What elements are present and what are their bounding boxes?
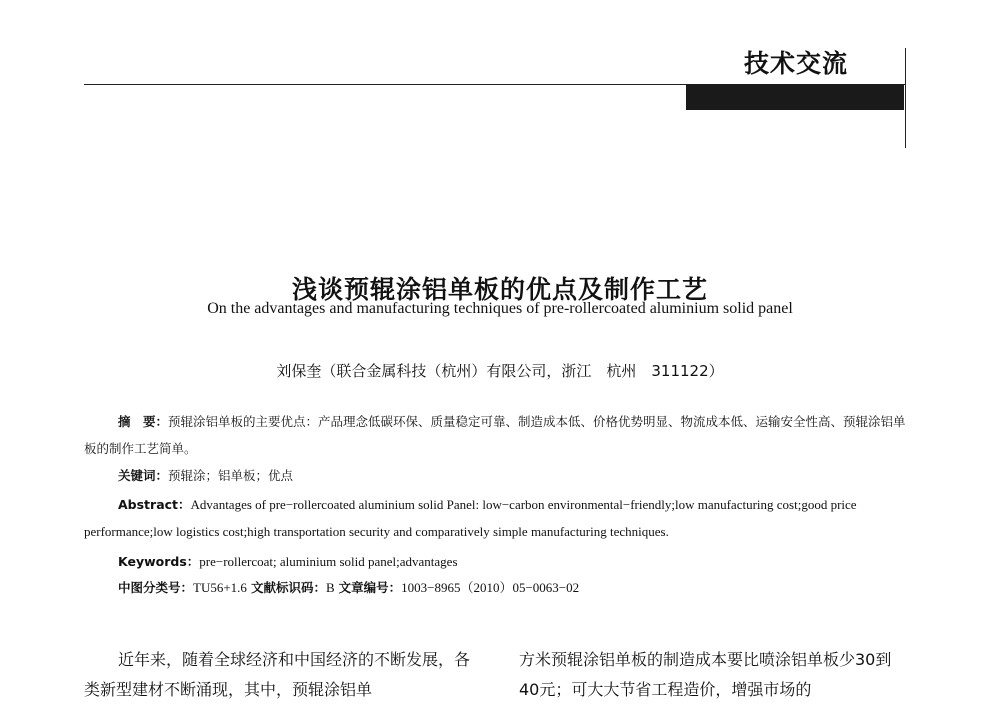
- abstract-cn-label: 摘 要：: [118, 414, 169, 429]
- keywords-english: [84, 548, 910, 575]
- doc-code-value: B: [325, 580, 335, 595]
- body-right-column: 方米预辊涂铝单板的制造成本要比喷涂铝单板少30到40元；可大大节省工程造价，增强市场的: [519, 650, 892, 699]
- section-tag: 技术交流: [744, 49, 849, 78]
- abstract-chinese: [84, 408, 910, 462]
- abstract-cn-text: 预辊涂铝单板的主要优点：产品理念低碳环保、质量稳定可靠、制造成本低、价格优势明显、物流成本低、运输安全性高、预辊涂铝单板的制作工艺简单。: [84, 414, 906, 456]
- title-chinese: 浅谈预辊涂铝单板的优点及制作工艺: [291, 275, 708, 304]
- article-no-value: 1003−8965（2010）05−0063−02: [401, 580, 580, 595]
- keywords-chinese: [84, 462, 910, 489]
- classification-line: [84, 574, 910, 601]
- title-english: On the advantages and manufacturing techniques of pre-rollercoated aluminium solid panel: [207, 300, 793, 317]
- abstract-en-text: Advantages of pre−rollercoated aluminium solid Panel: low−carbon environmental−friendly;low manufacturing cost;good price performance;low logistics cost;high transportation security and comparatively simple manufacturing techniques.: [84, 497, 857, 539]
- body-left-column: 近年来，随着全球经济和中国经济的不断发展，各类新型建材不断涌现，其中，预辊涂铝单: [84, 650, 471, 699]
- abstract-english: [84, 491, 910, 545]
- author-affiliation: 刘保奎（联合金属科技（杭州）有限公司，浙江 杭州 311122）: [276, 362, 724, 380]
- clc-label: 中图分类号：: [118, 580, 194, 595]
- keywords-cn-text: 预辊涂；铝单板；优点: [168, 468, 294, 483]
- header-bar: [686, 84, 904, 110]
- keywords-en-text: pre−rollercoat; aluminium solid panel;advantages: [199, 554, 458, 569]
- header-vertical-line: [905, 48, 906, 148]
- keywords-en-label: Keywords：: [118, 554, 200, 569]
- doc-code-label: 文献标识码：: [250, 580, 326, 595]
- keywords-cn-label: 关键词：: [118, 468, 169, 483]
- article-no-label: 文章编号：: [338, 580, 402, 595]
- abstract-en-label: Abstract：: [118, 497, 191, 512]
- clc-value: TU56+1.6: [193, 580, 247, 595]
